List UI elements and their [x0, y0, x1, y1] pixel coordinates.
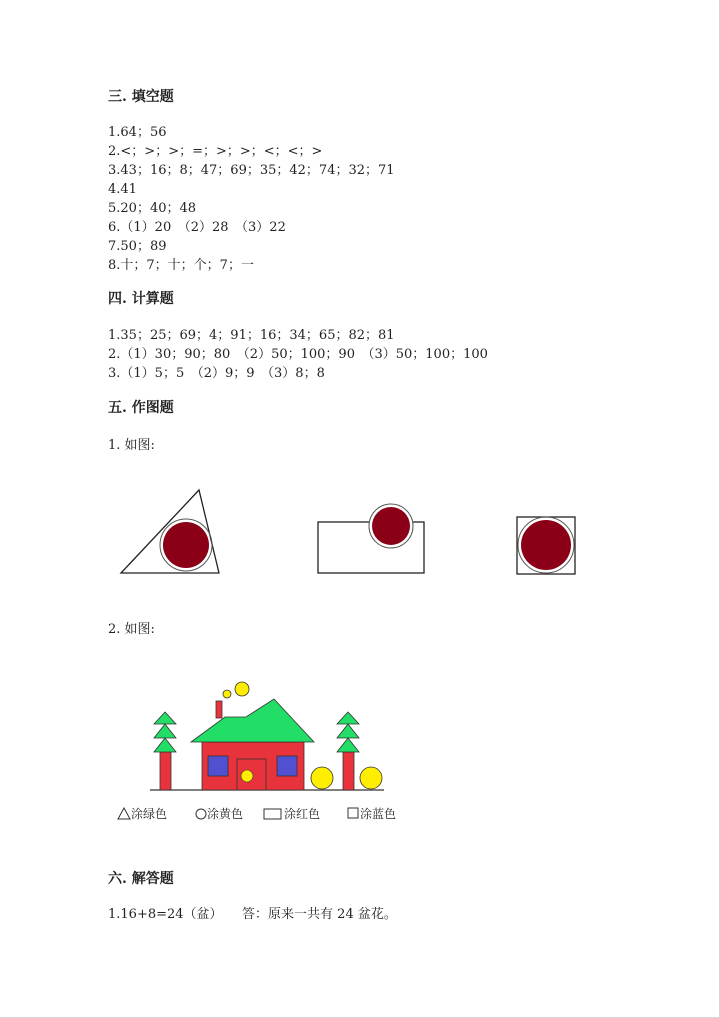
draw-item-1-label: 1. 如图: — [108, 438, 155, 453]
rectangle-icon — [264, 809, 281, 819]
section-title-draw: 五. 作图题 — [108, 400, 174, 416]
triangle-icon — [118, 808, 130, 819]
answer-line: 1.16+8=24（盆） 答：原来一共有 24 盆花。 — [108, 907, 397, 922]
draw-item-2-label: 2. 如图: — [108, 622, 155, 637]
fill-answer-line: 1.64；56 — [108, 125, 167, 140]
legend-yellow-label: 涂黄色 — [207, 807, 244, 821]
fill-answer-line: 7.50；89 — [108, 239, 167, 254]
fill-answer-line: 6.（1）20 （2）28 （3）22 — [108, 220, 286, 235]
calc-answer-line: 2.（1）30；90；80 （2）50；100；90 （3）50；100；100 — [108, 347, 488, 362]
fill-answer-line: 8.十；7；十；个；7；一 — [108, 258, 254, 273]
legend-blue-label: 涂蓝色 — [360, 807, 397, 821]
fill-answer-line: 4.41 — [108, 182, 137, 197]
calc-answer-line: 1.35；25；69；4；91；16；34；65；82；81 — [108, 328, 395, 343]
section-title-calc: 四. 计算题 — [108, 291, 174, 307]
fill-answer-line: 5.20；40；48 — [108, 201, 197, 216]
section-title-answer: 六. 解答题 — [108, 871, 174, 887]
calc-answer-line: 3.（1）5；5 （2）9；9 （3）8；8 — [108, 366, 325, 381]
square-icon — [348, 808, 358, 818]
fill-answer-line: 2.<；>；>；=；>；>；<；<；> — [108, 144, 323, 159]
fill-answer-line: 3.43；16；8；47；69；35；42；74；32；71 — [108, 163, 395, 178]
legend-green-label: 涂绿色 — [131, 807, 168, 821]
legend-red-label: 涂红色 — [284, 807, 321, 821]
section-title-fill: 三. 填空题 — [108, 89, 174, 105]
circle-icon — [196, 809, 206, 819]
